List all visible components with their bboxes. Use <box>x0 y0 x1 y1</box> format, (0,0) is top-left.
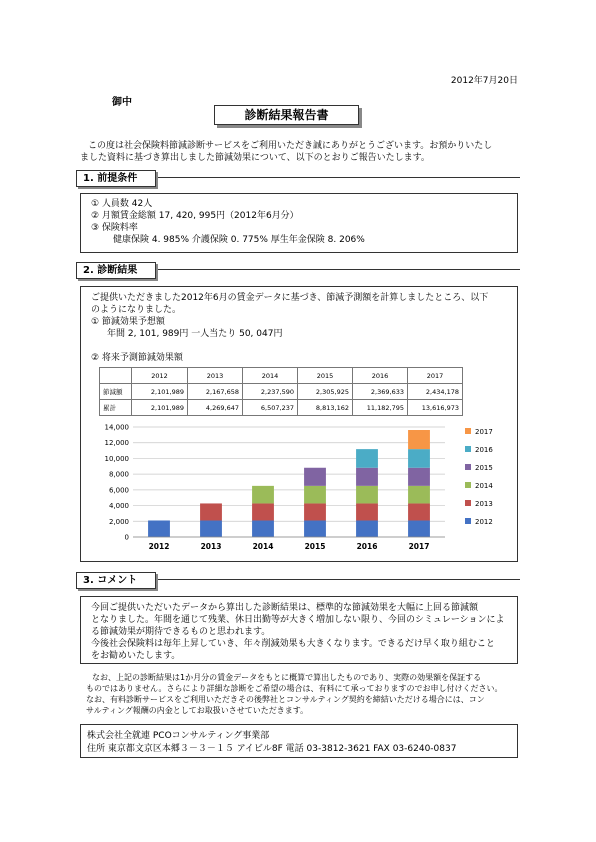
section2-heading: 2. 診断結果 <box>76 262 156 279</box>
comment-line-2: となりました。年間を通じて残業、休日出勤等が大きく増加しない限り、今回のシミュレーションによ <box>91 615 505 625</box>
chart-bar-segment <box>408 430 430 449</box>
note-line-1: なお、上記の診断結果は1か月分の賃金データをもとに概算で算出したものであり、実際の効果額を保証する <box>92 673 482 682</box>
chart-x-tick-label: 2012 <box>148 542 170 551</box>
forecast-label: ② 将来予測節減効果額 <box>91 353 183 363</box>
table-cell: 2,101,989 <box>132 400 188 416</box>
company-footer <box>80 724 518 758</box>
section1-box <box>80 193 518 253</box>
chart-y-tick-label: 0 <box>124 533 129 542</box>
table-header-row <box>100 368 463 384</box>
chart-bar-segment <box>252 503 274 520</box>
intro-line-2: ました資料に基づき算出しました節減効果について、以下のとおりご報告いたします。 <box>80 153 430 163</box>
condition-monthly-wage: ② 月額賃金総額 17, 420, 995円（2012年6月分） <box>91 211 299 221</box>
table-cell: 6,507,237 <box>243 400 298 416</box>
chart-x-tick-label: 2017 <box>408 542 430 551</box>
chart-legend-swatch <box>465 518 471 524</box>
chart-bar-segment <box>356 520 378 537</box>
chart-legend-label: 2016 <box>475 446 493 454</box>
chart-bar-segment <box>148 520 170 537</box>
table-year-header: 2012 <box>132 368 188 384</box>
comment-line-1: 今回ご提供いただいたデータから算出した診断結果は、標準的な節減効果を大幅に上回る節減額 <box>91 603 479 613</box>
condition-headcount: ① 人員数 42人 <box>91 199 153 209</box>
table-corner <box>100 368 132 384</box>
chart-bar-segment <box>304 486 326 504</box>
table-cell: 13,616,973 <box>408 400 463 416</box>
chart-bar-segment <box>200 520 222 537</box>
table-row <box>100 400 463 416</box>
chart-x-tick-label: 2013 <box>200 542 222 551</box>
chart-legend-swatch <box>465 446 471 452</box>
saving-estimate-value: 年間 2, 101, 989円 一人当たり 50, 047円 <box>107 329 283 339</box>
chart-x-tick-label: 2015 <box>304 542 326 551</box>
table-cell: 2,237,590 <box>243 384 298 400</box>
chart-bar-segment <box>408 468 430 486</box>
report-date: 2012年7月20日 <box>450 76 518 86</box>
intro-line-1: この度は社会保険料節減診断サービスをご利用いただき誠にありがとうございます。お預かりいたし <box>88 141 493 151</box>
table-cell: 2,369,633 <box>353 384 408 400</box>
chart-legend-swatch <box>465 464 471 470</box>
table-cell: 8,813,162 <box>298 400 353 416</box>
chart-x-tick-label: 2014 <box>252 542 274 551</box>
chart-bar-segment <box>200 503 222 520</box>
chart-legend-swatch <box>465 482 471 488</box>
chart-x-tick-label: 2016 <box>356 542 378 551</box>
table-row-label: 累計 <box>100 400 132 416</box>
forecast-table <box>99 367 463 416</box>
chart-legend-swatch <box>465 500 471 506</box>
chart-bar-segment <box>356 486 378 504</box>
chart-bar-segment <box>356 468 378 486</box>
chart-y-tick-label: 14,000 <box>104 423 129 432</box>
chart-y-tick-label: 8,000 <box>108 470 129 479</box>
chart-bar-segment <box>252 486 274 504</box>
table-cell: 2,167,658 <box>188 384 243 400</box>
chart-y-tick-label: 10,000 <box>104 454 129 463</box>
chart-bar-segment <box>304 468 326 486</box>
chart-bar-segment <box>408 449 430 468</box>
section3-box <box>80 596 518 664</box>
note-line-4: サルティング報酬の内金としてお取扱いさせていただきます。 <box>86 706 309 715</box>
table-year-header: 2015 <box>298 368 353 384</box>
chart-y-tick-label: 4,000 <box>108 502 129 511</box>
chart-bar-segment <box>252 520 274 537</box>
chart-y-tick-label: 12,000 <box>104 439 129 448</box>
chart-legend-label: 2017 <box>475 428 493 436</box>
chart-y-tick-label: 2,000 <box>108 517 129 526</box>
table-cell: 4,269,647 <box>188 400 243 416</box>
chart-y-tick-label: 6,000 <box>108 486 129 495</box>
saving-estimate-label: ① 節減効果予想額 <box>91 317 165 327</box>
comment-line-5: をお勧めいたします。 <box>91 651 181 661</box>
chart-legend-swatch <box>465 428 471 434</box>
chart-bar-segment <box>304 503 326 520</box>
section3-heading: 3. コメント <box>76 572 156 589</box>
condition-rate-label: ③ 保険料率 <box>91 223 138 233</box>
chart-legend-label: 2014 <box>475 482 493 490</box>
addressee: 御中 <box>112 97 132 108</box>
section2-box <box>80 286 518 562</box>
result-intro-line-2: のようになりました。 <box>91 305 182 315</box>
chart-bar-segment <box>356 449 378 468</box>
chart-legend-label: 2013 <box>475 500 493 508</box>
forecast-stacked-bar-chart <box>85 419 515 559</box>
table-cell: 2,434,178 <box>408 384 463 400</box>
company-name: 株式会社全就連 PCOコンサルティング事業部 <box>87 731 270 741</box>
chart-bar-segment <box>408 503 430 520</box>
table-cell: 2,305,925 <box>298 384 353 400</box>
chart-bar-segment <box>304 520 326 537</box>
chart-bar-segment <box>408 520 430 537</box>
section1-rule <box>156 177 520 178</box>
table-row-label: 節減額 <box>100 384 132 400</box>
result-intro-line-1: ご提供いただきました2012年6月の賃金データに基づき、節減予測額を計算しましたところ、以下 <box>91 293 489 303</box>
table-year-header: 2017 <box>408 368 463 384</box>
table-year-header: 2014 <box>243 368 298 384</box>
company-address: 住所 東京都文京区本郷３－３－１５ アイビル8F 電話 03-3812-3621 FAX 03-6240-0837 <box>87 744 457 754</box>
chart-bar-segment <box>356 503 378 520</box>
chart-legend-label: 2012 <box>475 518 493 526</box>
chart-bar-segment <box>408 486 430 504</box>
page-title: 診断結果報告書 <box>214 105 359 125</box>
comment-line-3: る節減効果が期待できるものと思われます。 <box>91 627 271 637</box>
table-cell: 11,182,795 <box>353 400 408 416</box>
note-line-3: なお、有料診断サービスをご利用いただきその後弊社とコンサルティング契約を締結いただける場合には、コン <box>86 695 485 704</box>
chart-legend-label: 2015 <box>475 464 493 472</box>
note-line-2: ものではありません。さらにより詳細な診断をご希望の場合は、有料にて承っておりますのでお申し付けください。 <box>86 684 503 693</box>
section2-rule <box>156 269 520 270</box>
table-year-header: 2016 <box>353 368 408 384</box>
condition-rates: 健康保険 4. 985% 介護保険 0. 775% 厚生年金保険 8. 206% <box>113 235 365 245</box>
table-year-header: 2013 <box>188 368 243 384</box>
table-row <box>100 384 463 400</box>
section3-rule <box>156 579 520 580</box>
section1-heading: 1. 前提条件 <box>76 170 156 187</box>
table-cell: 2,101,989 <box>132 384 188 400</box>
comment-line-4: 今後社会保険料は毎年上昇していき、年々削減効果も大きくなります。できるだけ早く取り組むこと <box>91 639 495 649</box>
